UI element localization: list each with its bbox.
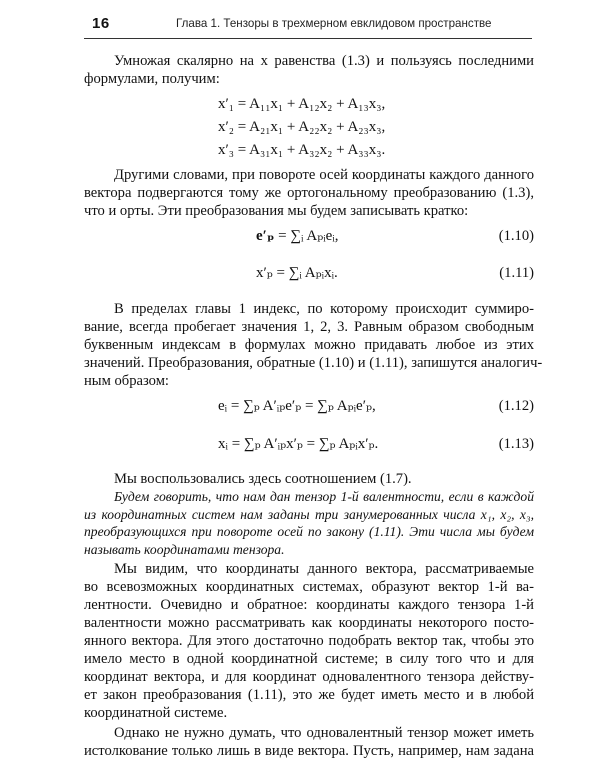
- text-line: во всевозможных координатных системах, образуют вектор 1-й ва-: [84, 579, 534, 595]
- equation-1-13: xᵢ = ∑ₚ A′ᵢₚx′ₚ = ∑ₚ Aₚᵢx′ₚ.: [218, 436, 379, 452]
- paragraph-relation-note: [84, 470, 534, 488]
- equation-x3-prime: x′₃ = A₃₁x₁ + A₃₂x₂ + A₃₃x₃.: [218, 142, 386, 158]
- equation-number-1-11: (1.11): [499, 265, 534, 281]
- equation-x2-prime: x′₂ = A₂₁x₁ + A₂₂x₂ + A₂₃x₃,: [218, 119, 386, 135]
- text-line: преобразующихся при повороте осей по закону (1.11). Эти числа мы будем: [84, 524, 534, 539]
- text-line: вание, всегда пробегает значения 1, 2, 3. Равным образом свободным: [84, 319, 534, 335]
- text-line: из координатных систем нам заданы три занумерованных числа x₁, x₂, x₃,: [84, 506, 534, 522]
- equation-x1-prime: x′₁ = A₁₁x₁ + A₁₂x₂ + A₁₃x₃,: [218, 96, 386, 112]
- equation-rhs: = ∑ᵢ Aₚᵢeᵢ,: [274, 228, 339, 244]
- text-line: истолкование только лишь в виде вектора. Пусть, например, нам задана: [84, 743, 534, 759]
- equation-rhs: = ∑ᵢ Aₚᵢxᵢ.: [272, 265, 338, 281]
- text-line: Будем говорить, что нам дан тензор 1-й валентности, если в каждой: [114, 489, 534, 504]
- text-line: Умножая скалярно на x равенства (1.3) и пользуясь последними: [114, 53, 534, 69]
- text-line: ным образом:: [84, 373, 169, 389]
- text-line: Мы видим, что координаты данного вектора, рассматриваемые: [114, 561, 534, 577]
- equation-number-1-10: (1.10): [498, 228, 534, 244]
- text-line: координат вектора, и для координат одновалентного тензора действу-: [84, 669, 534, 685]
- paragraph-rotation: [84, 166, 534, 220]
- text-line: имело место в одной координатной системе; в силу того что и для: [84, 651, 534, 667]
- text-line: координатной системе.: [84, 705, 228, 721]
- paragraph-vector-tensor: [84, 560, 534, 722]
- text-line: Однако не нужно думать, что одновалентный тензор может иметь: [114, 725, 534, 741]
- equation-number-1-12: (1.12): [498, 398, 534, 414]
- equation-lhs: e′ₚ: [256, 228, 275, 244]
- text-line: буквенным индексам в формулах можно придавать любое из этих: [84, 337, 534, 353]
- text-line: ет закон преобразования (1.11), это же будет иметь место и в любой: [84, 687, 534, 703]
- header-rule: [84, 38, 532, 39]
- equation-1-12: eᵢ = ∑ₚ A′ᵢₚe′ₚ = ∑ₚ Aₚᵢe′ₚ,: [218, 398, 376, 414]
- text-line: лентности. Очевидно и обратное: координаты каждого тензора 1-й: [84, 597, 534, 613]
- text-line: янного вектора. Для этого достаточно подобрать вектор так, чтобы это: [84, 633, 534, 649]
- text-line: Мы воспользовались здесь соотношением (1.7).: [114, 471, 412, 487]
- paragraph-index-range: [84, 300, 543, 390]
- definition-tensor-valence-1: [84, 488, 534, 558]
- text-line: значений. Преобразования, обратные (1.10) и (1.11), запишутся аналогич-: [84, 355, 543, 371]
- text-line: валентности можно рассматривать как координаты некоторого посто-: [84, 615, 534, 631]
- equation-lhs: x′ₚ: [256, 265, 273, 281]
- running-head: Глава 1. Тензоры в трехмерном евклидовом пространстве: [176, 17, 492, 30]
- paragraph-intro: [84, 52, 534, 88]
- equation-number-1-13: (1.13): [498, 436, 534, 452]
- equation-1-11: [256, 264, 338, 282]
- equation-1-10: [256, 227, 339, 245]
- text-line: В пределах главы 1 индекс, по которому происходит суммиро-: [114, 301, 534, 317]
- text-line: вектора подвергаются тому же ортогональному преобразованию (1.3),: [84, 185, 534, 201]
- page-header: [0, 0, 600, 48]
- text-line: Другими словами, при повороте осей координаты каждого данного: [114, 167, 534, 183]
- paragraph-interpretation: [84, 724, 534, 760]
- text-line: называть координатами тензора.: [84, 541, 285, 557]
- page-number: 16: [92, 15, 110, 32]
- text-line: формулами, получим:: [84, 71, 220, 87]
- text-line: что и орты. Эти преобразования мы будем записывать кратко:: [84, 203, 469, 219]
